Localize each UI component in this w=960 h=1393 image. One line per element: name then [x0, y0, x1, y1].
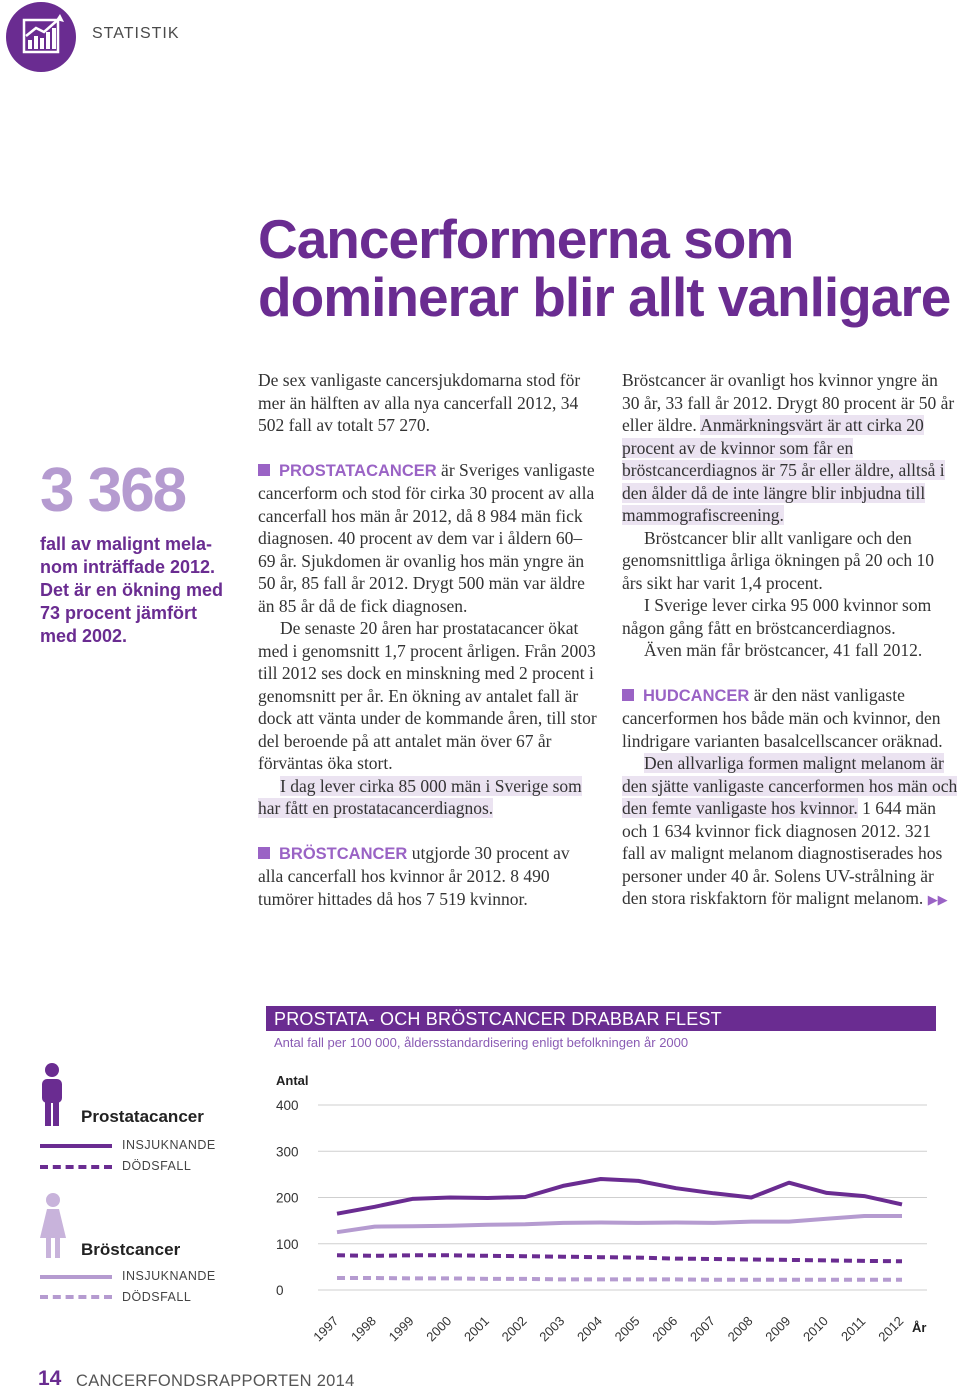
chart-legend [38, 1060, 258, 1320]
hud-text-1: är den näst vanligaste cancerformen hos både män och kvinnor, den lindrigare varianten basalcellscancer oräknad. [622, 684, 943, 751]
x-tick-label: 2009 [762, 1313, 794, 1345]
text-column-2 [622, 369, 958, 913]
y-tick-label: 200 [276, 1190, 299, 1206]
statistics-chart-icon [6, 2, 76, 72]
square-bullet-icon [258, 464, 270, 476]
brost-paragraph-3: Bröstcancer blir allt vanligare och den genomsnittliga årliga ökningen på 20 och 10 års sikt har varit 1,4 procent. [622, 527, 935, 593]
x-tick-label: 1999 [385, 1313, 417, 1345]
x-tick-label: 1998 [347, 1313, 380, 1345]
legend-prostata-label: Prostatacancer [81, 1107, 204, 1126]
chart-subtitle: Antal fall per 100 000, åldersstandardisering enligt befolkningen år 2000 [274, 1035, 689, 1050]
publication-name: CANCERFONDSRAPPORTEN 2014 [76, 1372, 355, 1390]
woman-icon [38, 1190, 68, 1260]
x-tick-label: 2000 [423, 1313, 455, 1345]
x-tick-label: 2008 [724, 1313, 756, 1345]
title-line-2: dominerar blir allt vanligare [258, 266, 951, 328]
brost-paragraph-5: Även män får bröstcancer, 41 fall 2012. [644, 640, 923, 660]
legend-brost-mortality-line [40, 1295, 112, 1299]
legend-prostata-incidence-line [40, 1144, 112, 1148]
brost-paragraph-4: I Sverige lever cirka 95 000 kvinnor som någon gång fått en bröstcancerdiagnos. [622, 595, 932, 638]
legend-prostata-mortality: DÖDSFALL [122, 1159, 192, 1173]
hud-text-3: 1 644 män och 1 634 kvinnor fick diagnosen 2012. 321 fall av malignt melanom diagnostiserades hos personer under 40 år. Solens UV-strålning är den stora riskfaktorn för malignt melanom. [622, 798, 943, 908]
prostata-text-1: är Sveriges vanligaste cancerform och stod för cirka 30 procent av alla cancerfall hos män år 2012, då 8 984 män fick diagnosen. 40 procent av dem var i åldern 60–69 år. Sjukdomen är ovanlig hos män yngre än 50 år, 85 fall år 2012. Drygt 500 män var äldre än 85 år då de fick diagnosen. [258, 459, 595, 616]
legend-prostata-mortality-line [40, 1165, 112, 1169]
double-arrow-icon: ▶▶ [927, 893, 948, 908]
legend-brost-incidence: INSJUKNANDE [122, 1269, 216, 1283]
x-tick-label: 2002 [498, 1313, 530, 1345]
page-number: 14 [38, 1367, 62, 1390]
prostata-paragraph-3 [258, 775, 598, 820]
title-line-1: Cancerformerna som [258, 208, 794, 270]
y-tick-label: 300 [276, 1144, 299, 1160]
legend-prostata-incidence: INSJUKNANDE [122, 1138, 216, 1152]
chart-title: PROSTATA- OCH BRÖSTCANCER DRABBAR FLEST [274, 1009, 722, 1029]
page-title [258, 210, 958, 326]
legend-brost-incidence-line [40, 1275, 112, 1279]
brost-paragraph-2 [622, 369, 958, 527]
brost-text-1: utgjorde 30 procent av alla cancerfall hos kvinnor år 2012. 8 490 tumörer hittades då hos 7 519 kvinnor. [258, 842, 570, 909]
hud-paragraph-1 [622, 684, 958, 753]
x-tick-label: 2001 [460, 1313, 493, 1345]
square-bullet-icon [258, 847, 270, 859]
man-icon [38, 1060, 68, 1130]
brost-paragraph-1 [258, 842, 598, 911]
text-column-1 [258, 369, 598, 910]
series-line [337, 1216, 902, 1232]
square-bullet-icon [622, 689, 634, 701]
y-tick-label: 400 [276, 1098, 299, 1113]
hud-keyword: HUDCANCER [643, 686, 750, 705]
hud-highlight: Den allvarliga formen malignt melanom är den sjätte vanligaste cancerformen hos män och den femte vanligaste hos kvinnor. [622, 753, 958, 818]
prostata-keyword: PROSTATACANCER [279, 461, 437, 480]
section-label: STATISTIK [92, 25, 180, 42]
x-tick-label: 2012 [875, 1313, 907, 1345]
x-tick-label: 2007 [686, 1313, 719, 1345]
line-chart [262, 1066, 942, 1356]
y-axis-label: Antal [276, 1073, 309, 1088]
brost-highlight: Anmärkningsvärt är att cirka 20 procent av de kvinnor som får en bröstcancerdiagnos är 75 år eller äldre, alltså i den ålder då de inte längre blir inbjudna till mammografiscreening. [622, 415, 945, 525]
y-tick-label: 0 [276, 1283, 284, 1298]
legend-brost-mortality: DÖDSFALL [122, 1290, 192, 1304]
x-tick-label: 2005 [611, 1313, 643, 1345]
series-line [337, 1255, 902, 1261]
x-tick-label: 2011 [837, 1313, 869, 1345]
intro-paragraph: De sex vanligaste cancersjukdomarna stod för mer än hälften av alla nya cancerfall 2012, 34 502 fall av totalt 57 270. [258, 370, 581, 435]
x-tick-label: 2006 [649, 1313, 681, 1345]
legend-brost-label: Bröstcancer [81, 1240, 181, 1259]
prostata-highlight: I dag lever cirka 85 000 män i Sverige som har fått en prostatacancerdiagnos. [258, 775, 582, 818]
prostata-paragraph-2: De senaste 20 åren har prostatacancer ökat med i genomsnitt 1,7 procent årligen. Från 2003 till 2012 ses dock en minskning med 2 procent i genomsnitt per år. En ökning av antalet fall är dock att vänta under de kommande åren, till stor del beroende på att antalet män över 67 år förväntas öka stort. [258, 618, 597, 773]
big-stat-number: 3 368 [40, 456, 186, 525]
x-tick-label: 2010 [799, 1313, 832, 1345]
brost-keyword: BRÖSTCANCER [279, 844, 408, 863]
series-line [337, 1278, 902, 1280]
y-tick-label: 100 [276, 1236, 299, 1252]
prostata-paragraph-1 [258, 459, 598, 618]
x-axis-label: År [912, 1320, 927, 1335]
x-tick-label: 2004 [573, 1313, 606, 1345]
hud-paragraph-2 [622, 752, 958, 913]
x-tick-label: 2003 [536, 1313, 568, 1345]
stat-description: fall av malignt mela-nom inträffade 2012. Det är en ökning med 73 procent jämfört med 2002. [40, 534, 224, 646]
x-tick-label: 1997 [310, 1313, 342, 1345]
series-line [337, 1179, 902, 1214]
brost-text-2a: Bröstcancer är ovanligt hos kvinnor yngre än 30 år, 33 fall år 2012. Drygt 80 procent är 50 år eller äldre. [622, 370, 955, 435]
